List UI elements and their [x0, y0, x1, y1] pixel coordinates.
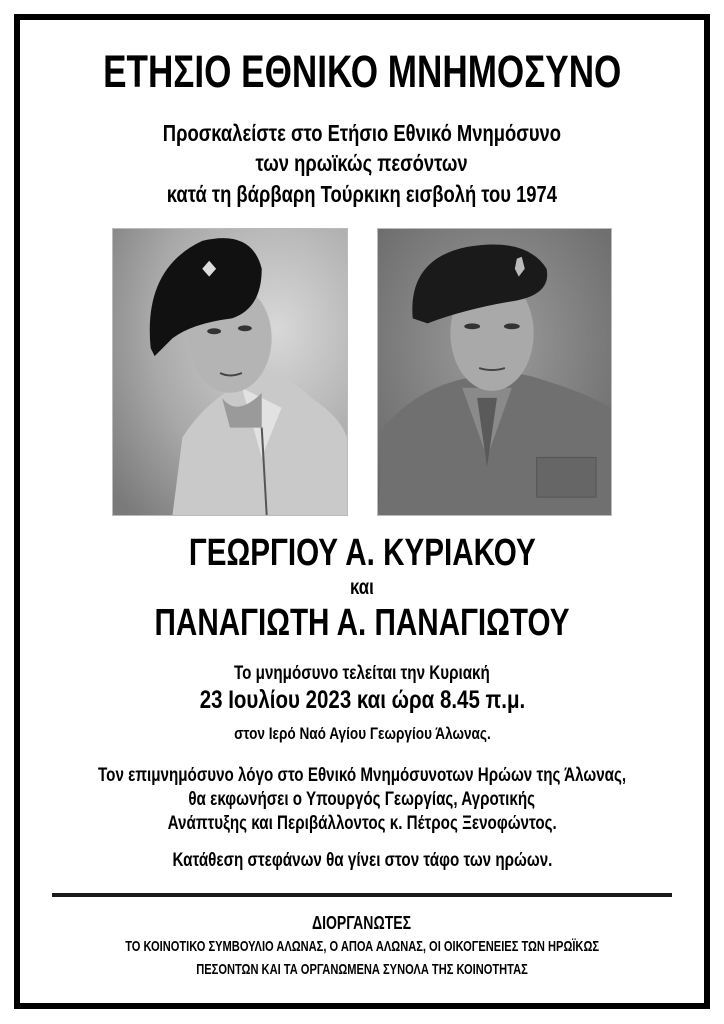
divider [52, 893, 672, 897]
organizers-line-2: ΠΕΣΟΝΤΩΝ ΚΑΙ ΤΑ ΟΡΓΑΝΩΜΕΝΑ ΣΥΝΟΛΑ ΤΗΣ ΚΟΙΝΟΤΗΤΑΣ [196, 961, 528, 978]
portrait-photo-kyriakou [112, 228, 348, 516]
speech-line-1: Τον επιμνημόσυνο λόγο στο Εθνικό Μνημόσυνοτων Ηρώων της Άλωνας, [97, 765, 627, 786]
wreath-notice: Κατάθεση στεφάνων θα γίνει στον τάφο των ηρώων. [172, 850, 552, 871]
event-location: στον Ιερό Ναό Αγίου Γεωργίου Άλωνας. [233, 724, 491, 743]
name-conjunction: και [350, 576, 374, 599]
invitation-line-3: κατά τη βάρβαρη Τούρκικη εισβολή του 1974 [166, 181, 558, 207]
speech-line-2: θα εκφωνήσει ο Υπουργός Γεωργίας, Αγροτικής [188, 789, 536, 810]
portrait-image [378, 229, 611, 515]
portrait-image [113, 229, 347, 515]
invitation-line-1: Προσκαλείστε στο Ετήσιο Εθνικό Μνημόσυνο [162, 120, 562, 146]
invitation-line-2: των ηρωϊκώς πεσόντων [255, 150, 469, 176]
name-second: ΠΑΝΑΓΙΩΤΗ Α. ΠΑΝΑΓΙΩΤΟΥ [154, 602, 570, 644]
name-first: ΓΕΩΡΓΙΟΥ Α. ΚΥΡΙΑΚΟΥ [188, 532, 536, 574]
event-date-time: 23 Ιουλίου 2023 και ώρα 8.45 π.μ. [199, 686, 525, 714]
speech-line-3: Ανάπτυξης και Περιβάλλοντος κ. Πέτρος Ξενοφώντος. [167, 813, 557, 834]
organizers-line-1: ΤΟ ΚΟΙΝΟΤΙΚΟ ΣΥΜΒΟΥΛΙΟ ΑΛΩΝΑΣ, Ο ΑΠΟΑ ΑΛΩΝΑΣ, ΟΙ ΟΙΚΟΓΕΝΕΙΕΣ ΤΩΝ ΗΡΩΪΚΩΣ [125, 938, 599, 955]
portrait-photo-panagiotou [377, 228, 612, 516]
organizers-heading: ΔΙΟΡΓΑΝΩΤΕΣ [312, 913, 412, 933]
poster-title: ΕΤΗΣΙΟ ΕΘΝΙΚΟ ΜΝΗΜΟΣΥΝΟ [102, 46, 622, 97]
event-intro: Το μνημόσυνο τελείται την Κυριακή [234, 663, 490, 684]
